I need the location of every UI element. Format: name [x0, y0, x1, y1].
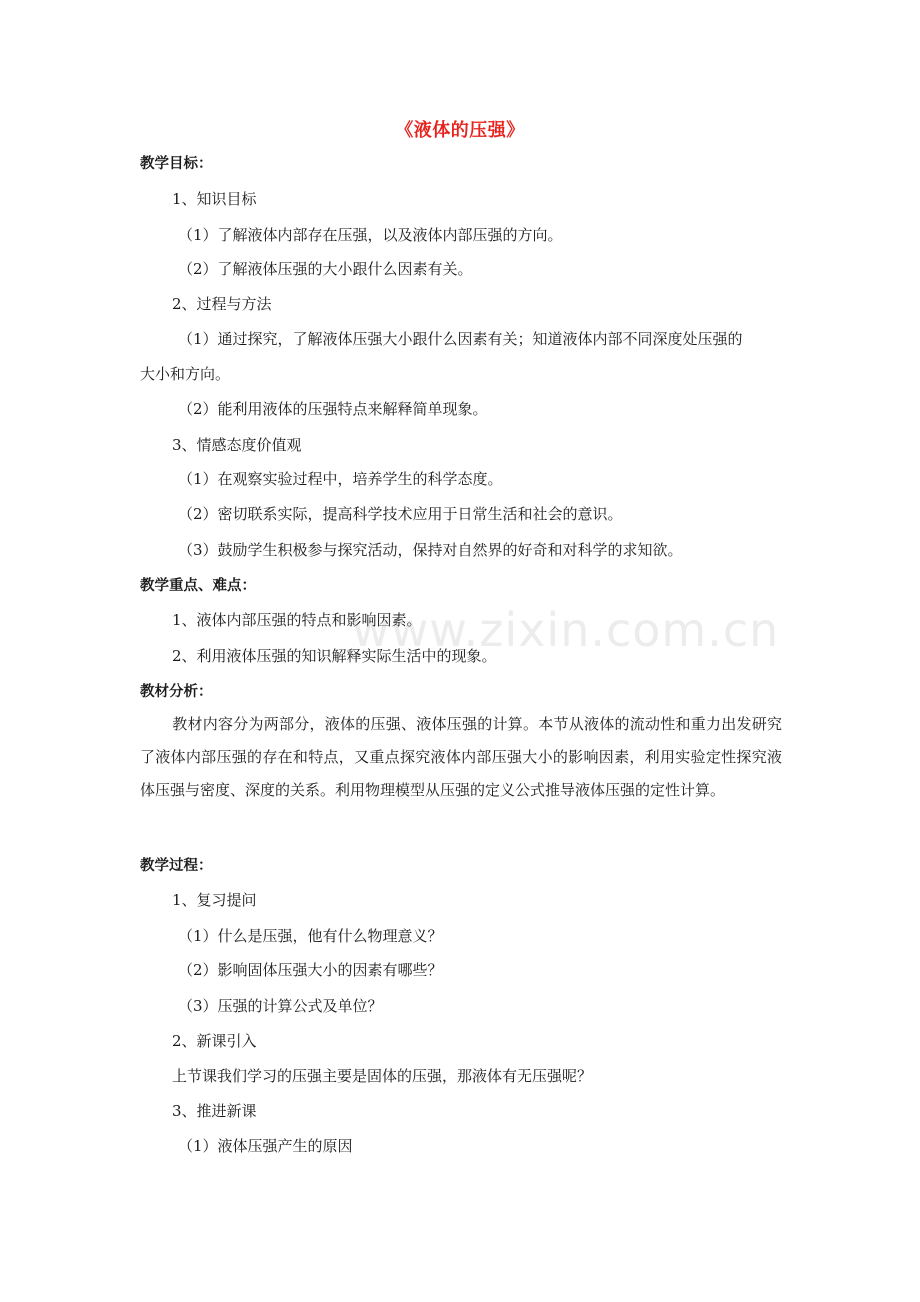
knowledge-goal-item-2: （2）了解液体压强的大小跟什么因素有关。 [178, 260, 473, 278]
review-step: 1、复习提问 [172, 891, 257, 909]
attitude-goal: 3、情感态度价值观 [172, 436, 302, 454]
process-goal: 2、过程与方法 [172, 295, 272, 313]
watermark: www.zixin.com.cn [352, 603, 780, 657]
key-point-item-1: 1、液体内部压强的特点和影响因素。 [172, 611, 422, 629]
process-goal-item-1a: （1）通过探究，了解液体压强大小跟什么因素有关；知道液体内部不同深度处压强的 [178, 330, 743, 348]
process-heading: 教学过程： [140, 858, 213, 874]
review-question-2: （2）影响固体压强大小的因素有哪些？ [178, 961, 443, 979]
document-title: 《液体的压强》 [395, 120, 525, 141]
analysis-paragraph [140, 708, 782, 807]
key-points-heading: 教学重点、难点： [140, 578, 256, 594]
attitude-goal-item-2: （2）密切联系实际，提高科学技术应用于日常生活和社会的意识。 [178, 505, 623, 523]
knowledge-goal-item-1: （1）了解液体内部存在压强，以及液体内部压强的方向。 [178, 226, 563, 244]
attitude-goal-item-3: （3）鼓励学生积极参与探究活动，保持对自然界的好奇和对科学的求知欲。 [178, 541, 683, 559]
key-point-item-2: 2、利用液体压强的知识解释实际生活中的现象。 [172, 647, 497, 665]
process-goal-item-2: （2）能利用液体的压强特点来解释简单现象。 [178, 400, 488, 418]
process-goal-item-1b: 大小和方向。 [140, 365, 231, 383]
intro-step: 2、新课引入 [172, 1032, 257, 1050]
analysis-heading: 教材分析： [140, 684, 213, 700]
intro-text: 上节课我们学习的压强主要是固体的压强，那液体有无压强呢？ [172, 1067, 593, 1085]
advance-step: 3、推进新课 [172, 1102, 257, 1120]
advance-item-1: （1）液体压强产生的原因 [178, 1137, 353, 1155]
attitude-goal-item-1: （1）在观察实验过程中，培养学生的科学态度。 [178, 470, 503, 488]
knowledge-goal: 1、知识目标 [172, 190, 257, 208]
review-question-3: （3）压强的计算公式及单位？ [178, 997, 383, 1015]
goals-heading: 教学目标： [140, 156, 213, 172]
analysis-text: 教材内容分为两部分，液体的压强、液体压强的计算。本节从液体的流动性和重力出发研究了液体内部压强的存在和特点，又重点探究液体内部压强大小的影响因素，利用实验定性探究液体压强与密度、深度的关系。利用物理模型从压强的定义公式推导液体压强的定性计算。 [140, 715, 782, 799]
review-question-1: （1）什么是压强，他有什么物理意义？ [178, 927, 443, 945]
